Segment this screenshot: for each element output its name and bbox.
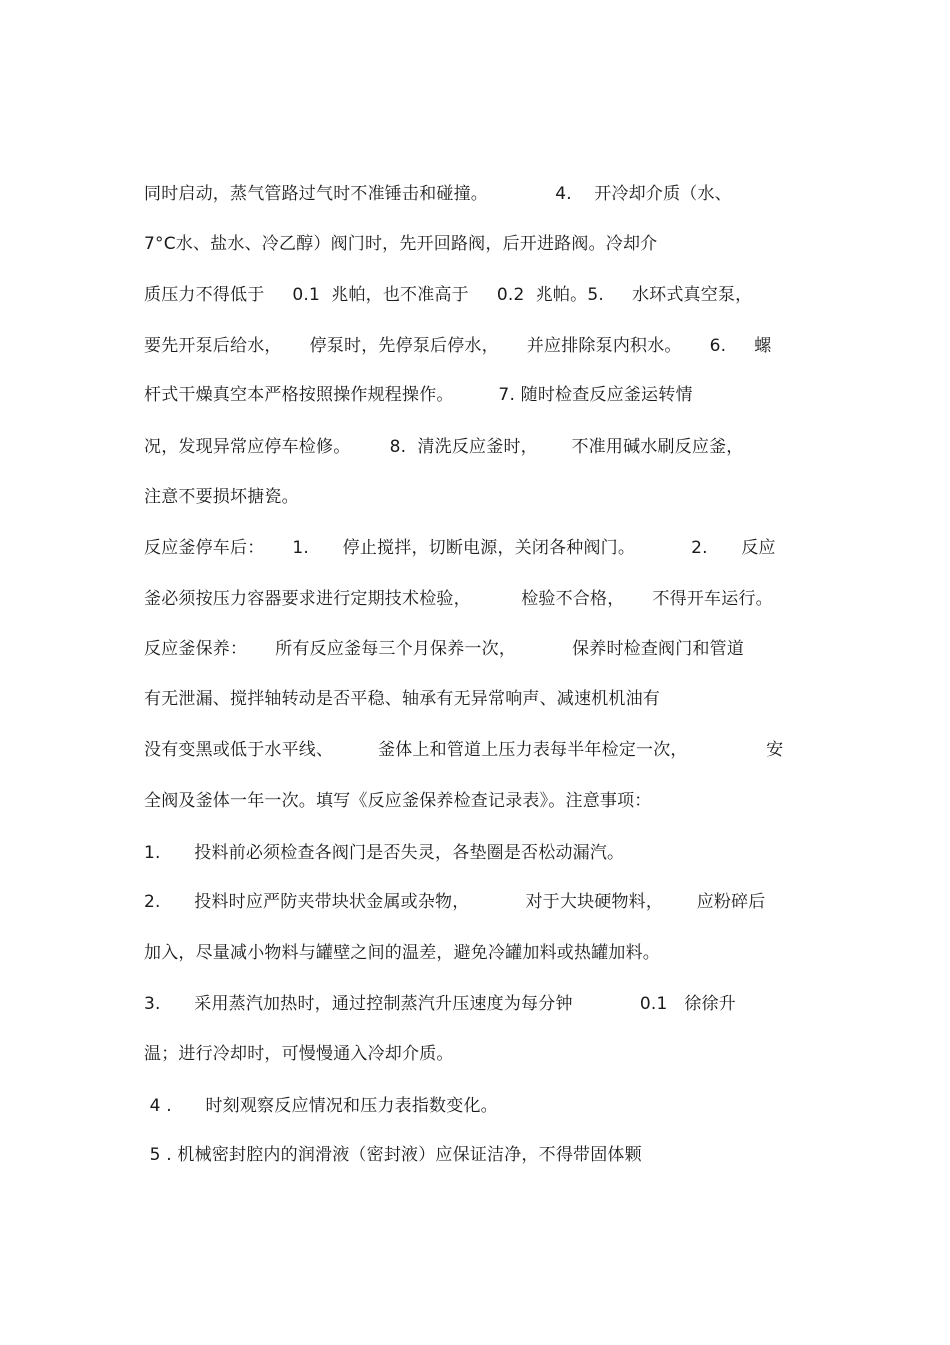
text-line: 要先开泵后给水， 停泵时，先停泵后停水， 并应排除泵内积水。 6. 螺	[144, 336, 772, 356]
text-line: 加入，尽量减小物料与罐壁之间的温差，避免冷罐加料或热罐加料。	[144, 943, 660, 963]
text-line: 质压力不得低于 0.1 兆帕，也不准高于 0.2 兆帕。5. 水环式真空泵，	[144, 285, 753, 305]
text-line: 杆式干燥真空本严格按照操作规程操作。 7. 随时检查反应釜运转情	[144, 385, 693, 405]
text-line: 温；进行冷却时，可慢慢通入冷却介质。	[144, 1044, 454, 1064]
text-line: 3. 采用蒸汽加热时，通过控制蒸汽升压速度为每分钟 0.1 徐徐升	[144, 994, 736, 1014]
text-line: 有无泄漏、搅拌轴转动是否平稳、轴承有无异常响声、减速机机油有	[144, 689, 660, 709]
text-line: 反应釜停车后： 1. 停止搅拌，切断电源，关闭各种阀门。 2. 反应	[144, 538, 776, 558]
text-line: 全阀及釜体一年一次。填写《反应釜保养检查记录表》。注意事项：	[144, 791, 652, 811]
text-line: 况，发现异常应停车检修。 8. 清洗反应釜时， 不准用碱水刷反应釜，	[144, 437, 744, 457]
text-line: 5 . 机械密封腔内的润滑液（密封液）应保证洁净，不得带固体颗	[144, 1145, 642, 1165]
text-line: 4 . 时刻观察反应情况和压力表指数变化。	[144, 1096, 498, 1116]
text-line: 釜必须按压力容器要求进行定期技术检验， 检验不合格， 不得开车运行。	[144, 589, 773, 609]
text-line: 注意不要损坏搪瓷。	[144, 487, 299, 507]
text-line: 7°C水、盐水、冷乙醇）阀门时，先开回路阀，后开进路阀。冷却介	[144, 234, 658, 254]
text-line: 1. 投料前必须检查各阀门是否失灵，各垫圈是否松动漏汽。	[144, 843, 625, 863]
text-line: 没有变黑或低于水平线、 釜体上和管道上压力表每半年检定一次， 安	[144, 740, 784, 760]
text-line: 2. 投料时应严防夹带块状金属或杂物， 对于大块硬物料， 应粉碎后	[144, 892, 766, 912]
text-line: 同时启动，蒸气管路过气时不准锤击和碰撞。 4. 开冷却介质（水、	[144, 184, 732, 204]
text-line: 反应釜保养： 所有反应釜每三个月保养一次， 保养时检查阀门和管道	[144, 639, 745, 659]
